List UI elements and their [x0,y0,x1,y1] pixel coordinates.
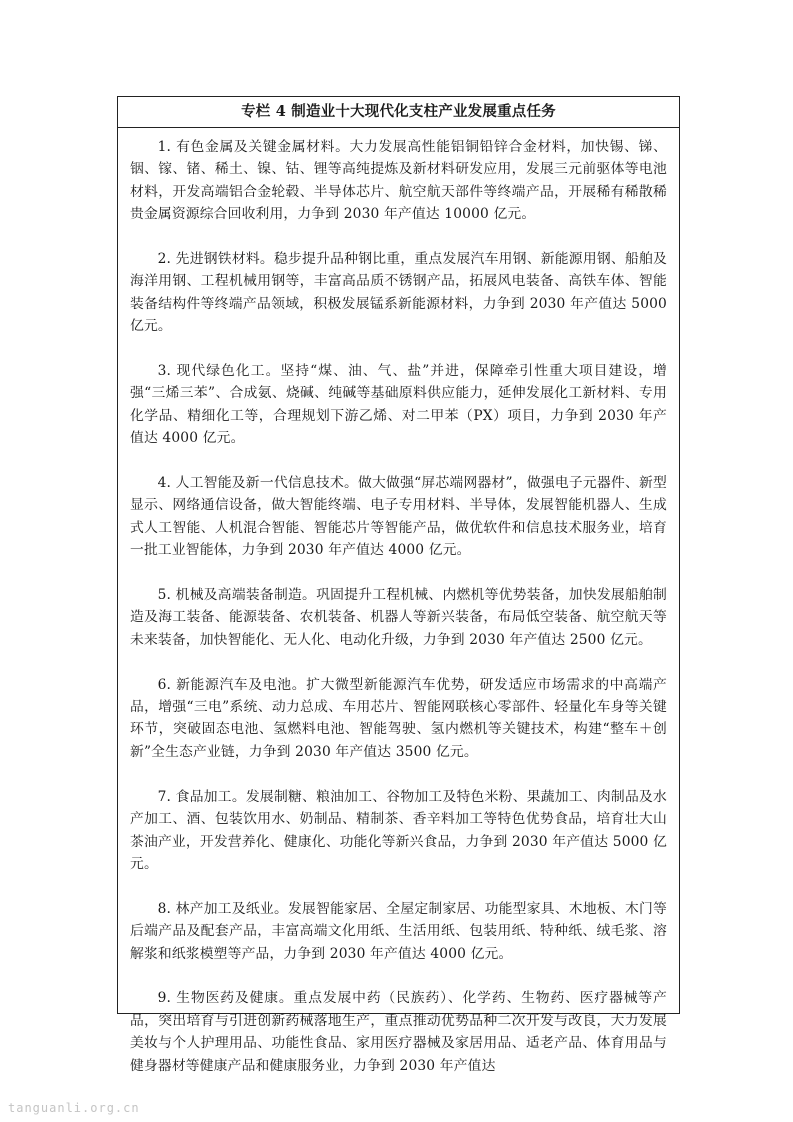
task-item-new-energy-vehicles: 6. 新能源汽车及电池。扩大微型新能源汽车优势，研发适应市场需求的中高端产品，增强“三电”系统、动力总成、车用芯片、智能网联核心零部件、轻量化车身等关键环节，突破固态电池、氢燃料电池、智能驾驶、氢内燃机等关键技术，构建“整车＋创新”全生态产业链，力争到 2030 年产值达 3500 亿元。 [130,676,667,760]
task-item-chemical: 3. 现代绿色化工。坚持“煤、油、气、盐”并进，保障牵引性重大项目建设，增强“三烯三苯”、合成氨、烧碱、纯碱等基础原料供应能力，延伸发展化工新材料、专用化学品、精细化工等，合理规划下游乙烯、对二甲苯（PX）项目，力争到 2030 年产值达 4000 亿元。 [130,363,667,447]
task-item-steel: 2. 先进钢铁材料。稳步提升品种钢比重，重点发展汽车用钢、新能源用钢、船舶及海洋用钢、工程机械用钢等，丰富高品质不锈钢产品，拓展风电装备、高铁车体、智能装备结构件等终端产品领域，积极发展锰系新能源材料，力争到 2030 年产值达 5000 亿元。 [130,251,667,335]
box-title: 专栏 4 制造业十大现代化支柱产业发展重点任务 [118,97,679,128]
task-item-nonferrous-metals: 1. 有色金属及关键金属材料。大力发展高性能铝铜铅锌合金材料，加快锡、锑、铟、镓、锗、稀土、镍、钴、锂等高纯提炼及新材料研发应用，发展三元前驱体等电池材料，开发高端铝合金轮毂、半导体芯片、航空航天部件等终端产品，开展稀有稀散稀贵金属资源综合回收利用，力争到 2030 年产值达 10000 亿元。 [130,139,667,223]
watermark-text: tanguanli.org.cn [8,1101,140,1115]
task-item-forestry-paper: 8. 林产加工及纸业。发展智能家居、全屋定制家居、功能型家具、木地板、木门等后端产品及配套产品，丰富高端文化用纸、生活用纸、包装用纸、特种纸、绒毛浆、溶解浆和纸浆模塑等产品，力争到 2030 年产值达 4000 亿元。 [130,900,667,962]
special-column-box [117,96,680,1074]
task-item-biomedicine-health: 9. 生物医药及健康。重点发展中药（民族药）、化学药、生物药、医疗器械等产品，突出培育与引进创新药械落地生产，重点推动优势品种二次开发与改良，大力发展美妆与个人护理用品、功能性食品、家用医疗器械及家居用品、适老产品、体育用品与健身器材等健康产品和健康服务业，力争到 2030 年产值达 [130,990,667,1074]
task-item-ai-it: 4. 人工智能及新一代信息技术。做大做强“屏芯端网器材”，做强电子元器件、新型显示、网络通信设备，做大智能终端、电子专用材料、半导体，发展智能机器人、生成式人工智能、人机混合智能、智能芯片等智能产品，做优软件和信息技术服务业，培育一批工业智能体，力争到 2030 年产值达 4000 亿元。 [130,475,667,559]
task-list [118,128,679,1077]
task-item-food-processing: 7. 食品加工。发展制糖、粮油加工、谷物加工及特色米粉、果蔬加工、肉制品及水产加工、酒、包装饮用水、奶制品、精制茶、香辛料加工等特色优势食品，培育壮大山茶油产业，开发营养化、健康化、功能化等新兴食品，力争到 2030 年产值达 5000 亿元。 [130,788,667,872]
task-item-machinery: 5. 机械及高端装备制造。巩固提升工程机械、内燃机等优势装备，加快发展船舶制造及海工装备、能源装备、农机装备、机器人等新兴装备，布局低空装备、航空航天等未来装备，加快智能化、无人化、电动化升级，力争到 2030 年产值达 2500 亿元。 [130,587,667,648]
